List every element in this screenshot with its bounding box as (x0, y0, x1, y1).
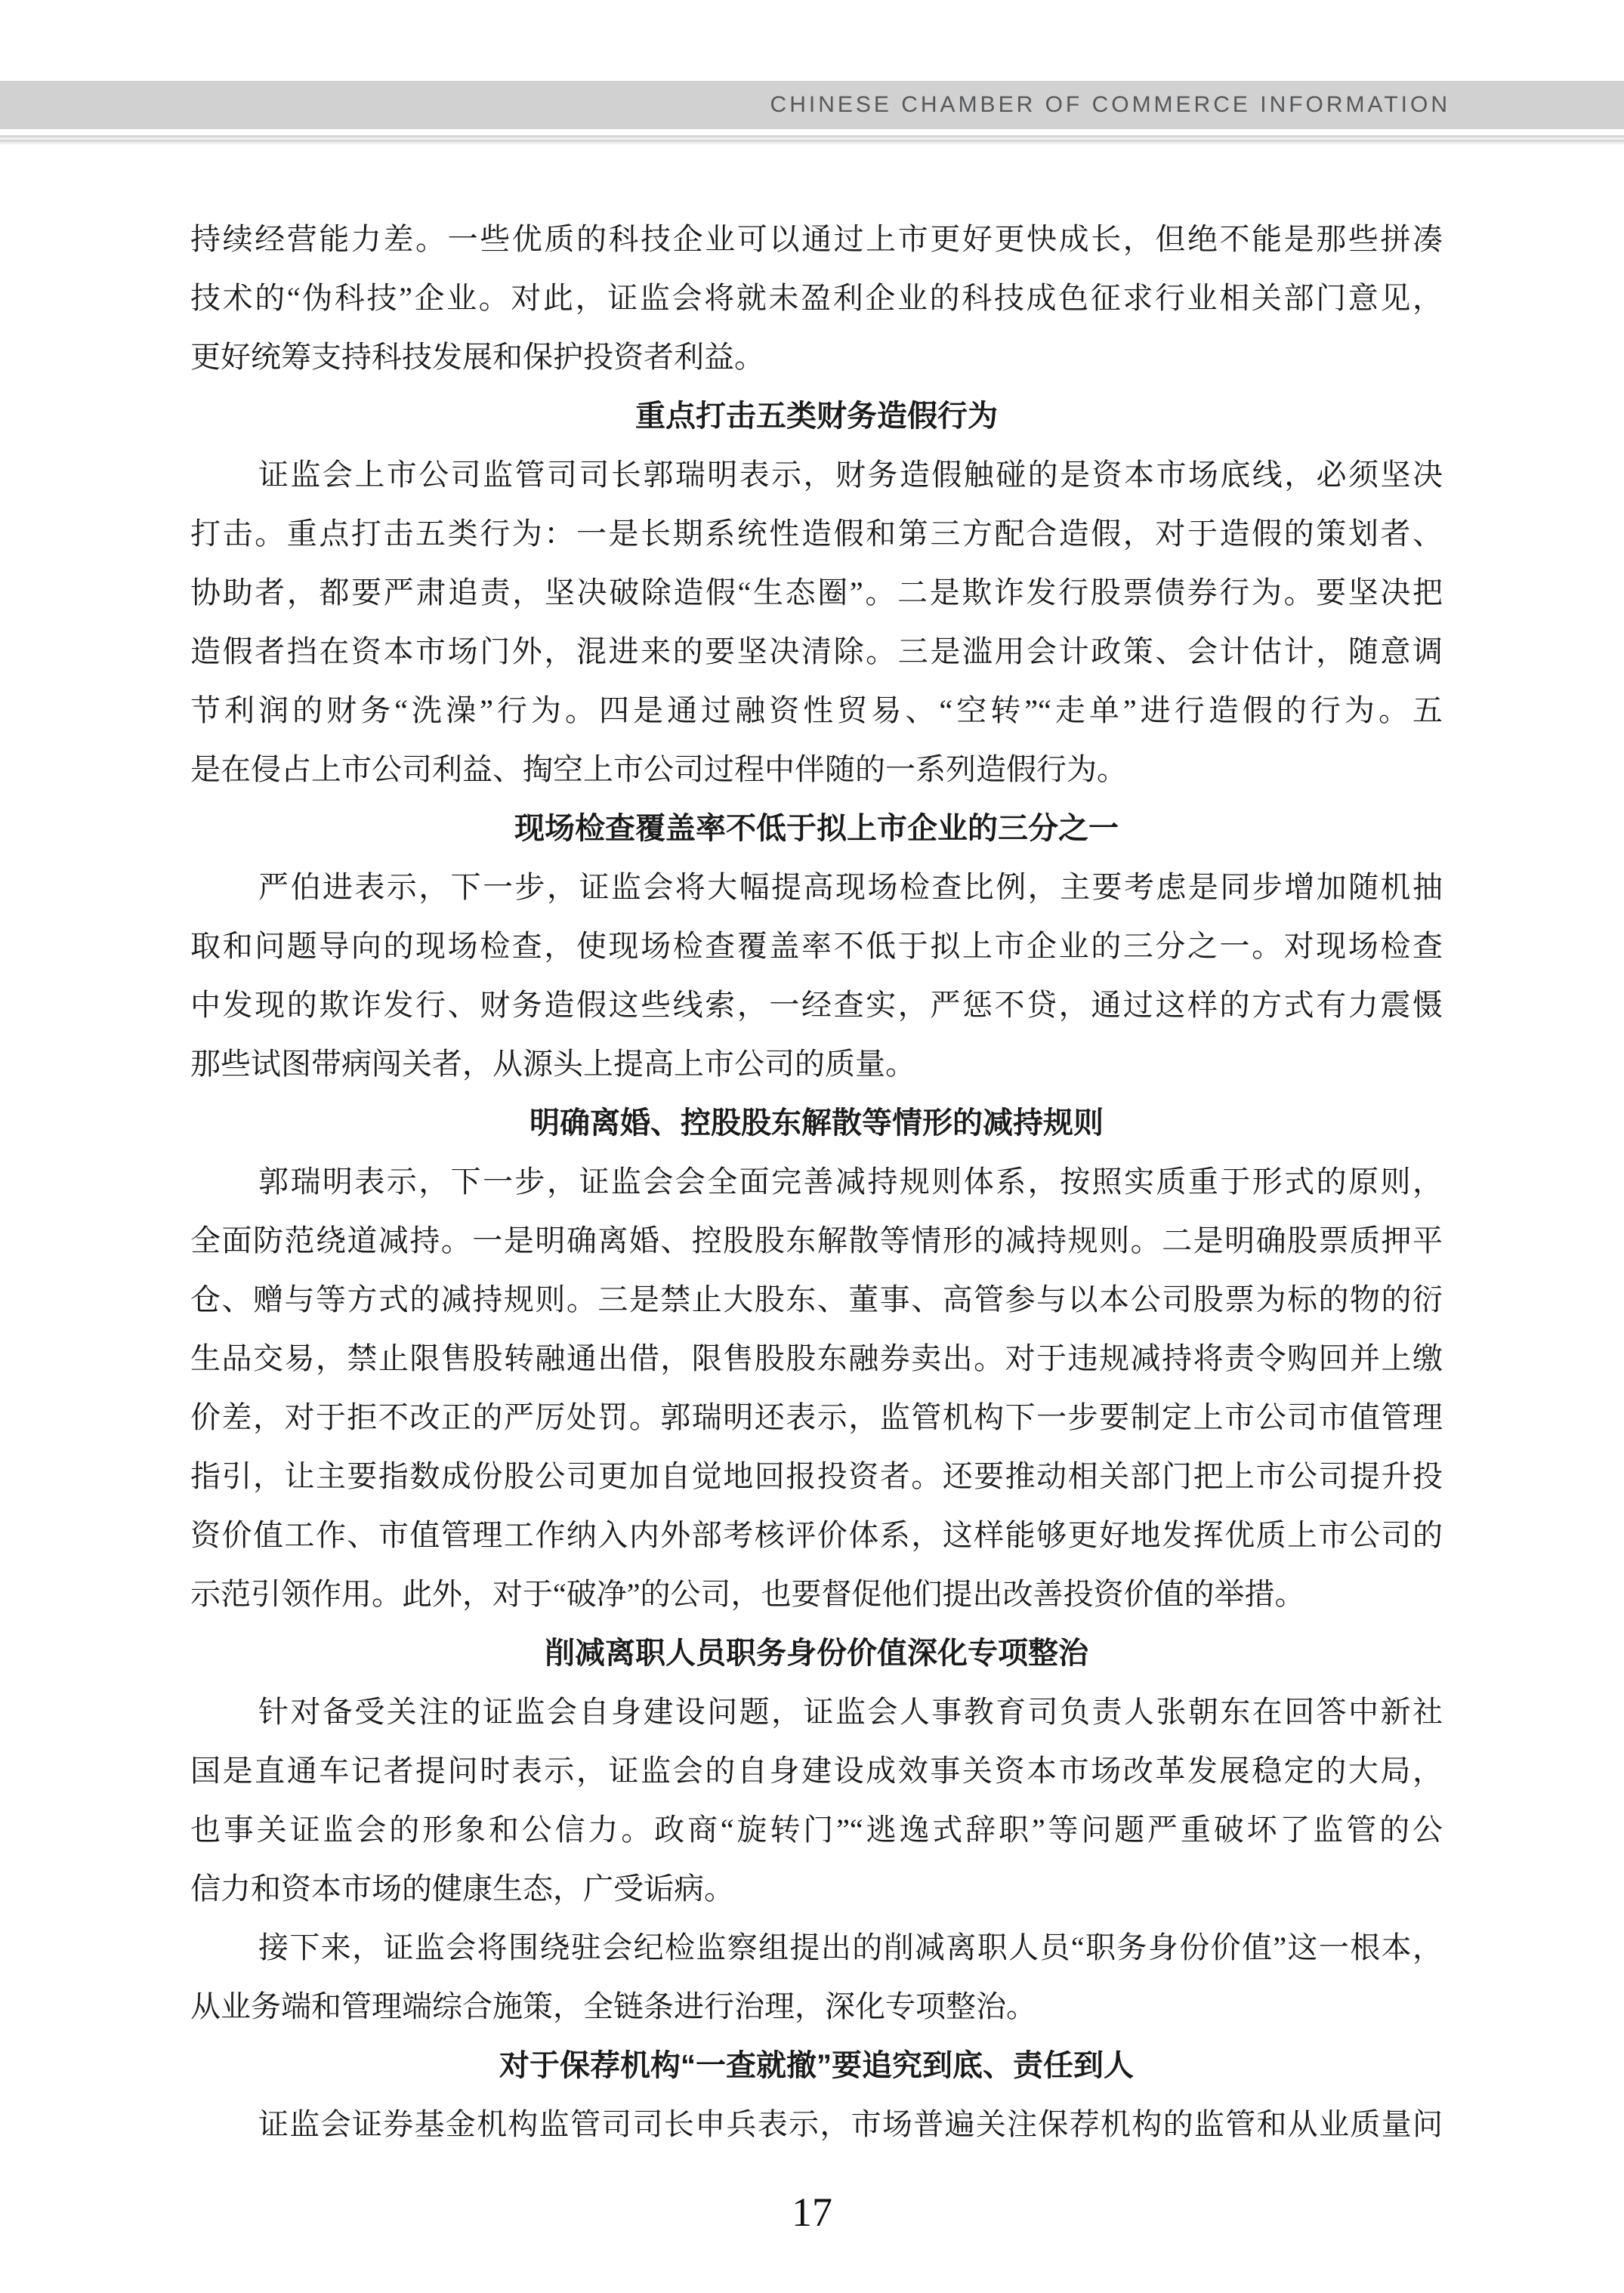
text-line: 资价值工作、市值管理工作纳入内外部考核评价体系，这样能够更好地发挥优质上市公司的 (190, 1518, 1443, 1552)
text-line: 严伯进表示，下一步，证监会将大幅提高现场检查比例，主要考虑是同步增加随机抽 (258, 870, 1443, 904)
text-line: 示范引领作用。此外，对于“破净”的公司，也要督促他们提出改善投资价值的举措。 (190, 1577, 1305, 1611)
text-line: 证监会上市公司监管司司长郭瑞明表示，财务造假触碰的是资本市场底线，必须坚决 (258, 458, 1443, 492)
page-number: 17 (792, 2190, 832, 2235)
text-line: 指引，让主要指数成份股公司更加自觉地回报投资者。还要推动相关部门把上市公司提升投 (190, 1459, 1443, 1493)
text-line: 取和问题导向的现场检查，使现场检查覆盖率不低于拟上市企业的三分之一。对现场检查 (190, 929, 1443, 963)
text-line: 是在侵占上市公司利益、掏空上市公司过程中伴随的一系列造假行为。 (190, 752, 1127, 786)
text-line: 价差，对于拒不改正的严厉处罚。郭瑞明还表示，监管机构下一步要制定上市公司市值管理 (190, 1400, 1443, 1434)
text-line: 持续经营能力差。一些优质的科技企业可以通过上市更好更快成长，但绝不能是那些拼凑 (190, 222, 1443, 256)
text-line: 节利润的财务“洗澡”行为。四是通过融资性贸易、“空转”“走单”进行造假的行为。五 (190, 693, 1443, 727)
text-line: 信力和资本市场的健康生态，广受诟病。 (190, 1872, 734, 1906)
section-heading: 明确离婚、控股股东解散等情形的减持规则 (529, 1106, 1104, 1140)
section-heading: 重点打击五类财务造假行为 (635, 400, 998, 433)
text-line: 协助者，都要严肃追责，坚决破除造假“生态圈”。二是欺诈发行股票债券行为。要坚决把 (190, 576, 1443, 610)
text-line: 郭瑞明表示，下一步，证监会会全面完善减持规则体系，按照实质重于形式的原则， (258, 1165, 1443, 1199)
text-line: 更好统筹支持科技发展和保护投资者利益。 (190, 340, 764, 374)
section-heading: 削减离职人员职务身份价值深化专项整治 (545, 1637, 1088, 1670)
text-line: 生品交易，禁止限售股转融通出借，限售股股东融券卖出。对于违规减持将责令购回并上缴 (190, 1341, 1443, 1375)
text-line: 技术的“伪科技”企业。对此，证监会将就未盈利企业的科技成色征求行业相关部门意见， (190, 281, 1443, 315)
text-line: 中发现的欺诈发行、财务造假这些线索，一经查实，严惩不贷，通过这样的方式有力震慑 (190, 988, 1443, 1022)
text-line: 证监会证券基金机构监管司司长申兵表示，市场普遍关注保荐机构的监管和从业质量问 (258, 2107, 1443, 2141)
section-heading: 现场检查覆盖率不低于拟上市企业的三分之一 (514, 812, 1119, 845)
text-line: 仓、赠与等方式的减持规则。三是禁止大股东、董事、高管参与以本公司股票为标的物的衍 (190, 1282, 1443, 1316)
text-line: 造假者挡在资本市场门外，混进来的要坚决清除。三是滥用会计政策、会计估计，随意调 (190, 634, 1443, 668)
text-line: 那些试图带病闯关者，从源头上提高上市公司的质量。 (190, 1047, 915, 1081)
article-body (190, 210, 1443, 2154)
text-line: 国是直通车记者提问时表示，证监会的自身建设成效事关资本市场改革发展稳定的大局， (190, 1754, 1443, 1788)
text-line: 从业务端和管理端综合施策，全链条进行治理，深化专项整治。 (190, 1989, 1036, 2023)
text-line: 打击。重点打击五类行为：一是长期系统性造假和第三方配合造假，对于造假的策划者、 (190, 517, 1443, 551)
text-line: 也事关证监会的形象和公信力。政商“旋转门”“逃逸式辞职”等问题严重破坏了监管的公 (190, 1813, 1443, 1847)
text-line: 全面防范绕道减持。一是明确离婚、控股股东解散等情形的减持规则。二是明确股票质押平 (190, 1224, 1443, 1258)
text-line: 接下来，证监会将围绕驻会纪检监察组提出的削减离职人员“职务身份价值”这一根本， (258, 1930, 1443, 1964)
header-banner-text: CHINESE CHAMBER OF COMMERCE INFORMATION (770, 92, 1450, 117)
text-line: 针对备受关注的证监会自身建设问题，证监会人事教育司负责人张朝东在回答中新社 (258, 1695, 1443, 1729)
header-banner (0, 81, 1624, 129)
section-heading: 对于保荐机构“一查就撤”要追究到底、责任到人 (499, 2049, 1134, 2082)
header-divider-band (0, 135, 1624, 144)
